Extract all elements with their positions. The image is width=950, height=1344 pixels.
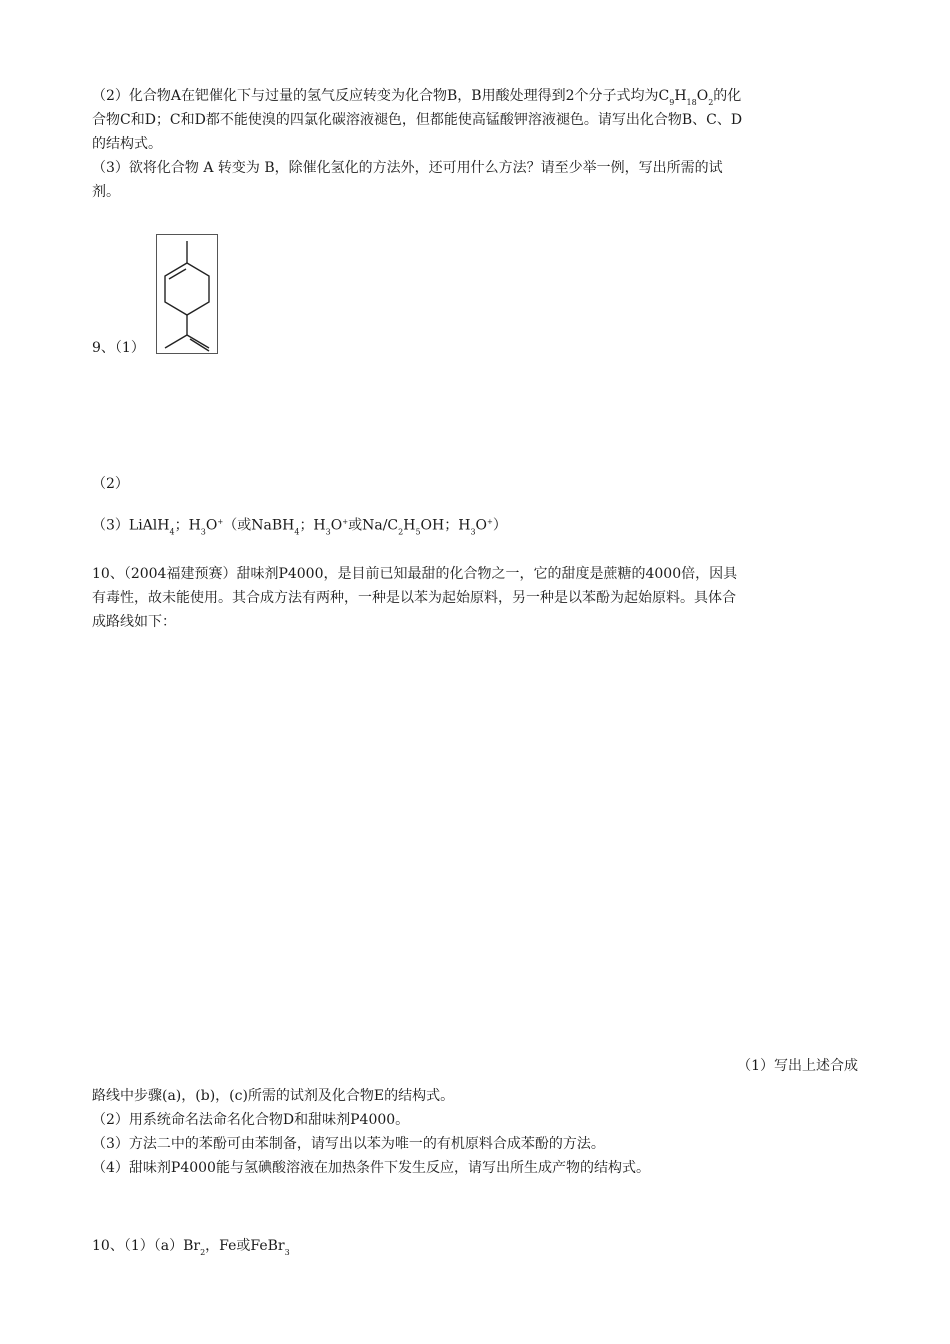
a9-p2: （2）: [92, 476, 129, 492]
text: （2）化合物A在钯催化下与过量的氢气反应转变为化合物B，B用酸处理得到2个分子式均为C: [92, 88, 670, 104]
text: ）: [492, 517, 507, 534]
subscript: 2: [200, 1248, 206, 1257]
text: （或NaBH: [223, 517, 295, 534]
text: （3）LiAlH: [92, 517, 170, 534]
q8-p3-line2: 剂。: [92, 184, 120, 200]
subscript: 4: [169, 527, 175, 537]
subscript: 3: [284, 1248, 290, 1257]
q10-line1: 10、（2004福建预赛）甜味剂P4000，是目前已知最甜的化合物之一，它的甜度是蔗糖的4000倍，因具: [92, 566, 738, 582]
subscript: 9: [669, 98, 675, 107]
q10-s4: （4）甜味剂P4000能与氢碘酸溶液在加热条件下发生反应，请写出所生成产物的结构式。: [92, 1160, 650, 1176]
subscript: 3: [325, 527, 331, 537]
subscript: 5: [415, 527, 421, 537]
superscript: +: [487, 518, 493, 526]
q10-line2: 有毒性，故未能使用。其合成方法有两种，一种是以苯为起始原料，另一种是以苯酚为起始原料。具体合: [92, 590, 736, 606]
text: OH；H: [420, 517, 471, 534]
subscript: 3: [200, 527, 206, 537]
a10-line1: [92, 1236, 290, 1263]
text: O: [205, 517, 218, 534]
text: H: [674, 88, 687, 104]
q10-line3: 成路线如下：: [92, 614, 176, 630]
q10-s1-line2: 路线中步骤(a)，(b)，(c)所需的试剂及化合物E的结构式。: [92, 1088, 455, 1104]
a9-label: 9、（1）: [92, 340, 145, 356]
subscript: 2: [708, 98, 714, 107]
text: H: [403, 517, 416, 534]
text: O: [330, 517, 343, 534]
subscript: 4: [294, 527, 300, 537]
q8-p2-line2: 合物C和D；C和D都不能使溴的四氯化碳溶液褪色，但都能使高锰酸钾溶液褪色。请写出化合物B、C、D: [92, 112, 743, 128]
q8-p2-line1: [92, 86, 741, 113]
a9-p3: [92, 512, 507, 543]
q10-s2: （2）用系统命名法命名化合物D和甜味剂P4000。: [92, 1112, 410, 1128]
q8-p3-line1: （3）欲将化合物 A 转变为 B，除催化氢化的方法外，还可用什么方法？请至少举一例，写出所需的试: [92, 160, 723, 176]
superscript: +: [217, 518, 224, 526]
superscript: +: [342, 518, 349, 526]
text: O: [475, 517, 488, 534]
molecule-structure-image: [156, 234, 218, 354]
subscript: 18: [686, 98, 697, 107]
text: ；H: [299, 517, 326, 534]
q8-p2-line3: 的结构式。: [92, 136, 162, 152]
text: 或Na/C: [348, 517, 399, 534]
text: O: [696, 88, 709, 104]
text: 的化: [713, 88, 742, 104]
text: ，Fe或FeBr: [205, 1238, 285, 1254]
cyclohexene-structure-icon: [157, 235, 217, 353]
text: ；H: [174, 517, 201, 534]
q10-s1-right: （1）写出上述合成: [737, 1058, 858, 1074]
text: 10、（1）（a）Br: [92, 1238, 201, 1254]
subscript: 2: [398, 527, 404, 537]
q10-s3: （3）方法二中的苯酚可由苯制备，请写出以苯为唯一的有机原料合成苯酚的方法。: [92, 1136, 605, 1152]
subscript: 3: [470, 527, 476, 537]
